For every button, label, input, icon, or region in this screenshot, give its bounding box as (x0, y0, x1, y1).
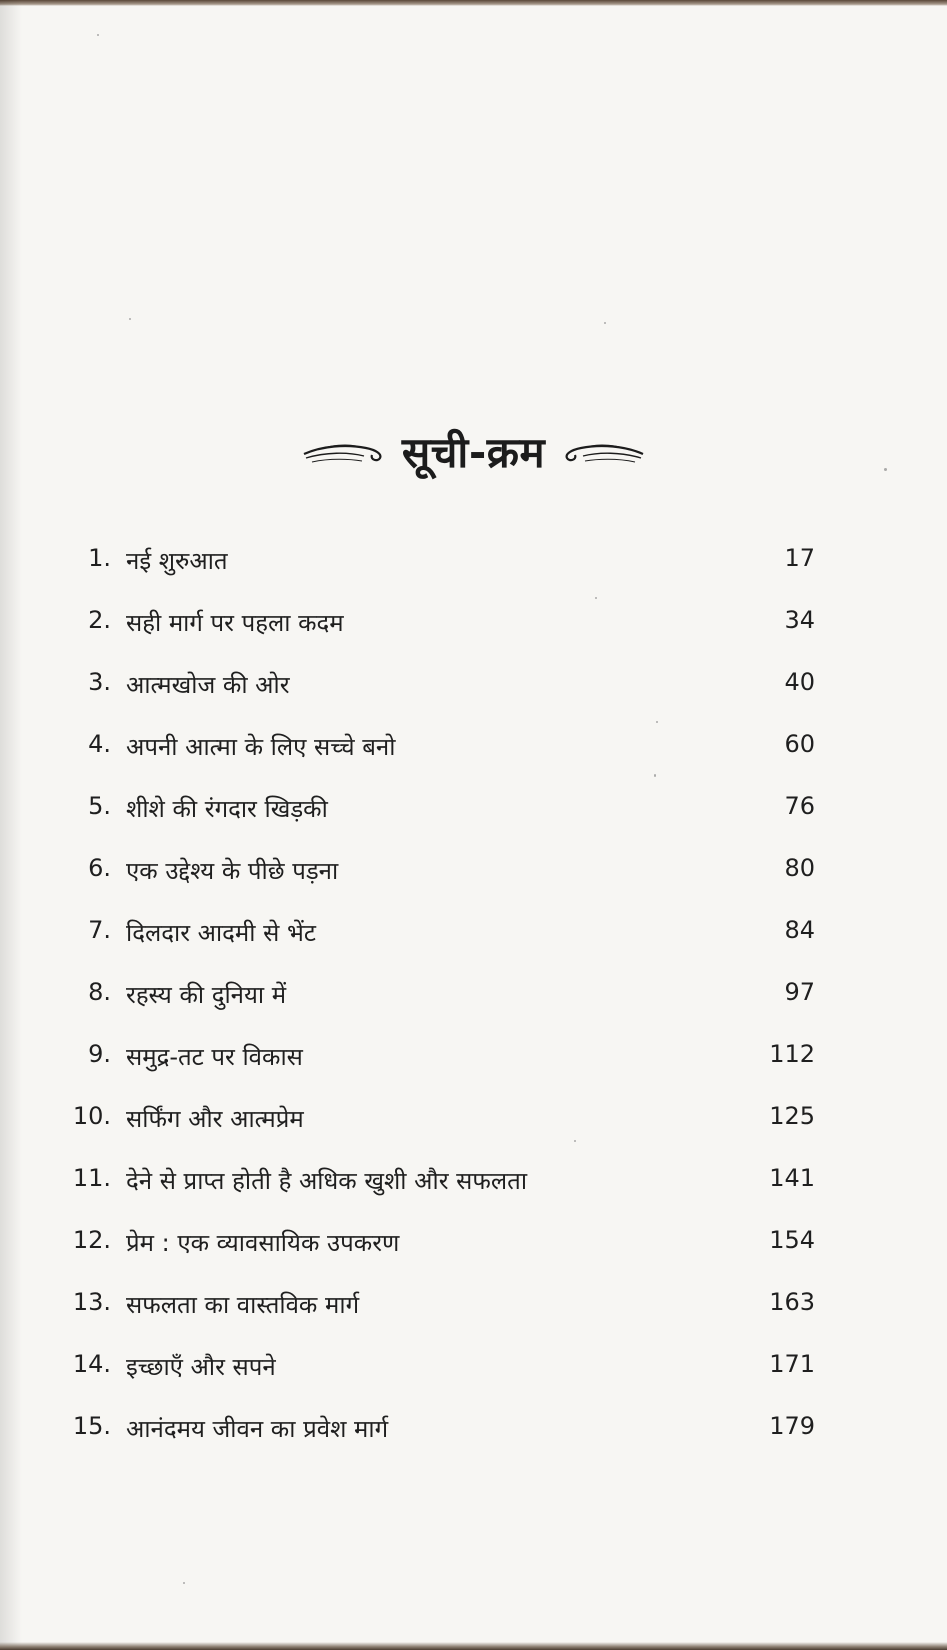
chapter-title: आनंदमय जीवन का प्रवेश मार्ग (126, 1415, 389, 1443)
chapter-number: 3. (88, 668, 111, 696)
chapter-number: 7. (88, 916, 111, 944)
chapter-number: 8. (88, 978, 111, 1006)
page-title: सूची-क्रम (401, 428, 546, 477)
page-number: 80 (784, 854, 815, 882)
paper-speck (604, 322, 606, 324)
toc-entry (0, 724, 947, 786)
paper-speck (129, 318, 131, 320)
chapter-number: 10. (72, 1102, 111, 1130)
chapter-number: 15. (72, 1412, 111, 1440)
page-number: 60 (784, 730, 815, 758)
chapter-title: दिलदार आदमी से भेंट (126, 919, 316, 947)
table-of-contents (0, 538, 947, 1468)
page-number: 17 (784, 544, 815, 572)
toc-entry (0, 910, 947, 972)
chapter-title: नई शुरुआत (126, 547, 228, 575)
toc-entry (0, 848, 947, 910)
chapter-title: सही मार्ग पर पहला कदम (126, 609, 344, 637)
chapter-number: 5. (88, 792, 111, 820)
toc-entry (0, 1344, 947, 1406)
chapter-title: रहस्य की दुनिया में (126, 981, 287, 1009)
paper-speck (183, 1582, 185, 1584)
page-number: 163 (769, 1288, 815, 1316)
toc-entry (0, 1158, 947, 1220)
chapter-number: 11. (72, 1164, 111, 1192)
chapter-title: सर्फिंग और आत्मप्रेम (126, 1105, 304, 1133)
chapter-number: 1. (88, 544, 111, 572)
chapter-number: 9. (88, 1040, 111, 1068)
right-flourish-icon (559, 438, 645, 468)
toc-entry (0, 1096, 947, 1158)
page-number: 171 (769, 1350, 815, 1378)
toc-entry (0, 662, 947, 724)
chapter-number: 12. (72, 1226, 111, 1254)
page-number: 76 (784, 792, 815, 820)
page-top-edge (0, 0, 947, 6)
paper-speck (97, 34, 99, 36)
page-bottom-edge (0, 1642, 947, 1650)
chapter-number: 4. (88, 730, 111, 758)
page-number: 97 (784, 978, 815, 1006)
chapter-number: 14. (72, 1350, 111, 1378)
chapter-title: आत्मखोज की ओर (126, 671, 290, 699)
chapter-title: इच्छाएँ और सपने (126, 1353, 276, 1381)
chapter-title: समुद्र-तट पर विकास (126, 1043, 303, 1071)
chapter-title: प्रेम : एक व्यावसायिक उपकरण (126, 1229, 400, 1257)
toc-entry (0, 972, 947, 1034)
toc-entry (0, 1220, 947, 1282)
page-number: 40 (784, 668, 815, 696)
chapter-title: शीशे की रंगदार खिड़की (126, 795, 328, 823)
chapter-title: देने से प्राप्त होती है अधिक खुशी और सफलता (126, 1167, 528, 1195)
chapter-number: 13. (72, 1288, 111, 1316)
page-number: 125 (769, 1102, 815, 1130)
chapter-number: 2. (88, 606, 111, 634)
page-number: 141 (769, 1164, 815, 1192)
page-number: 84 (784, 916, 815, 944)
left-flourish-icon (302, 438, 388, 468)
toc-entry (0, 600, 947, 662)
chapter-title: एक उद्देश्य के पीछे पड़ना (126, 857, 339, 885)
page-number: 112 (769, 1040, 815, 1068)
toc-entry (0, 1034, 947, 1096)
toc-entry (0, 538, 947, 600)
chapter-number: 6. (88, 854, 111, 882)
page-number: 34 (784, 606, 815, 634)
contents-heading (0, 418, 947, 488)
toc-entry (0, 786, 947, 848)
toc-entry (0, 1282, 947, 1344)
toc-entry (0, 1406, 947, 1468)
page-number: 154 (769, 1226, 815, 1254)
chapter-title: सफलता का वास्तविक मार्ग (126, 1291, 360, 1319)
chapter-title: अपनी आत्मा के लिए सच्चे बनो (126, 733, 396, 761)
page-number: 179 (769, 1412, 815, 1440)
